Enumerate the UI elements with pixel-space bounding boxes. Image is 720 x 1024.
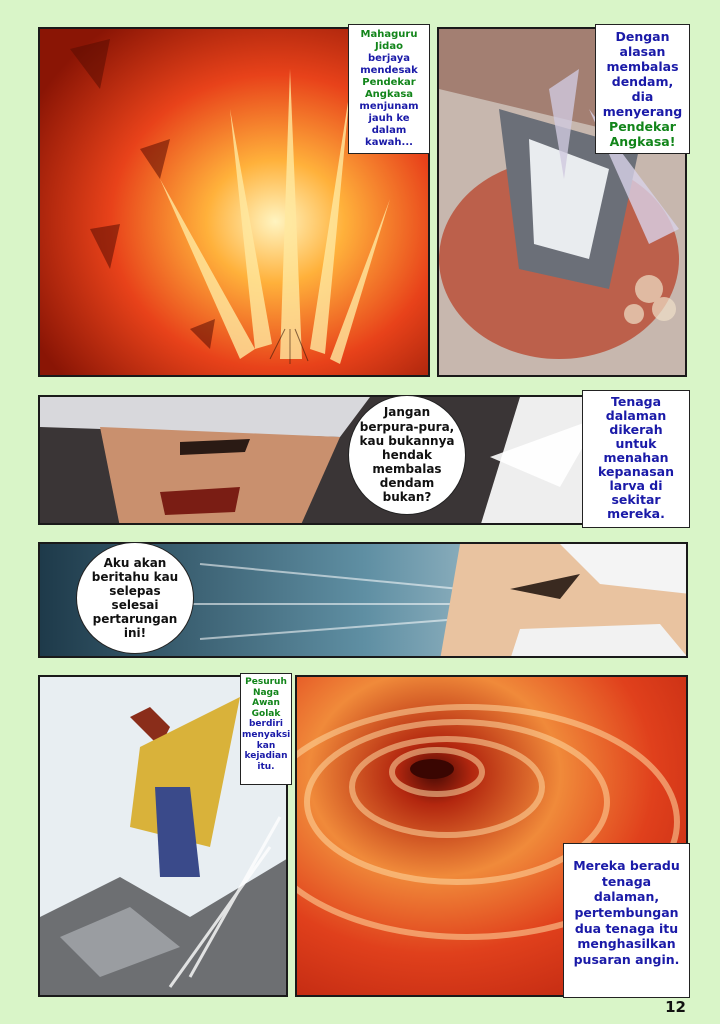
page-number: 12 — [665, 998, 686, 1016]
speech-bubble-jangan — [348, 395, 466, 515]
caption-line: mereka. — [607, 506, 665, 521]
caption-line: kejadian — [244, 751, 288, 762]
caption-line: berjaya — [367, 53, 410, 64]
caption-line: dalam — [371, 125, 407, 136]
caption-line: menyaksi — [242, 730, 291, 741]
caption-line: membalas — [606, 59, 679, 74]
caption-tenaga-dalaman — [582, 390, 690, 528]
caption-line: menyerang — [602, 104, 683, 119]
bubble-line: Jangan — [383, 405, 431, 420]
caption-line: untuk — [615, 436, 657, 451]
bubble-line: ini! — [123, 626, 147, 641]
caption-dengan-alasan — [595, 24, 690, 154]
caption-line: larva di — [609, 478, 663, 493]
bubble-line: selepas — [109, 583, 161, 598]
caption-line: Angkasa — [364, 89, 414, 100]
bubble-line: dendam — [379, 476, 435, 491]
caption-line: Tenaga — [610, 394, 662, 409]
caption-line: pertembungan — [574, 904, 679, 920]
bubble-line: selesai — [111, 598, 159, 612]
caption-line: Awan — [252, 698, 280, 709]
caption-line: Mereka beradu — [573, 858, 680, 873]
caption-line: berdiri — [248, 719, 284, 730]
caption-line: mendesak — [360, 65, 418, 76]
caption-line: menghasilkan — [577, 936, 676, 952]
bubble-line: pertarungan — [92, 612, 178, 627]
caption-line: Dengan — [615, 29, 670, 44]
caption-line: dia — [631, 89, 654, 104]
caption-mereka-beradu — [563, 843, 690, 998]
bubble-line: beritahu kau — [91, 569, 179, 584]
caption-line: Mahaguru — [360, 29, 418, 40]
caption-line: kawah... — [365, 137, 413, 148]
caption-line: alasan — [619, 44, 666, 59]
bubble-line: kau bukannya — [359, 433, 455, 448]
bubble-line: hendak — [382, 447, 432, 462]
caption-mahaguru — [348, 24, 430, 154]
caption-line: kepanasan — [598, 464, 674, 479]
caption-line: Jidao — [375, 41, 403, 52]
caption-line: dikerah — [609, 422, 663, 437]
caption-line: tenaga — [601, 873, 652, 889]
caption-pesuruh — [240, 673, 292, 785]
caption-line: menahan — [603, 450, 669, 465]
bubble-line: membalas — [372, 462, 442, 477]
bubble-line: berpura-pura, — [359, 419, 455, 434]
caption-line: Golak — [251, 708, 281, 719]
caption-line: jauh ke — [368, 113, 410, 124]
caption-line: dendam, — [611, 74, 674, 89]
caption-line: Pesuruh — [245, 677, 287, 687]
caption-line: Pendekar — [609, 119, 676, 134]
bubble-line: bukan? — [382, 490, 432, 505]
caption-line: dalaman — [605, 408, 667, 423]
caption-line: sekitar — [611, 492, 661, 507]
caption-line: Naga — [252, 687, 280, 698]
speech-bubble-aku-akan — [76, 542, 194, 654]
caption-line: dalaman, — [593, 889, 660, 905]
caption-line: kan — [256, 740, 276, 751]
caption-line: menjunam — [359, 101, 419, 112]
caption-line: dua tenaga itu — [574, 920, 679, 936]
caption-line: Pendekar — [362, 77, 416, 88]
caption-line: Angkasa! — [609, 134, 676, 149]
bubble-line: Aku akan — [103, 555, 167, 570]
caption-line: pusaran angin. — [573, 951, 680, 967]
caption-line: itu. — [257, 761, 275, 772]
